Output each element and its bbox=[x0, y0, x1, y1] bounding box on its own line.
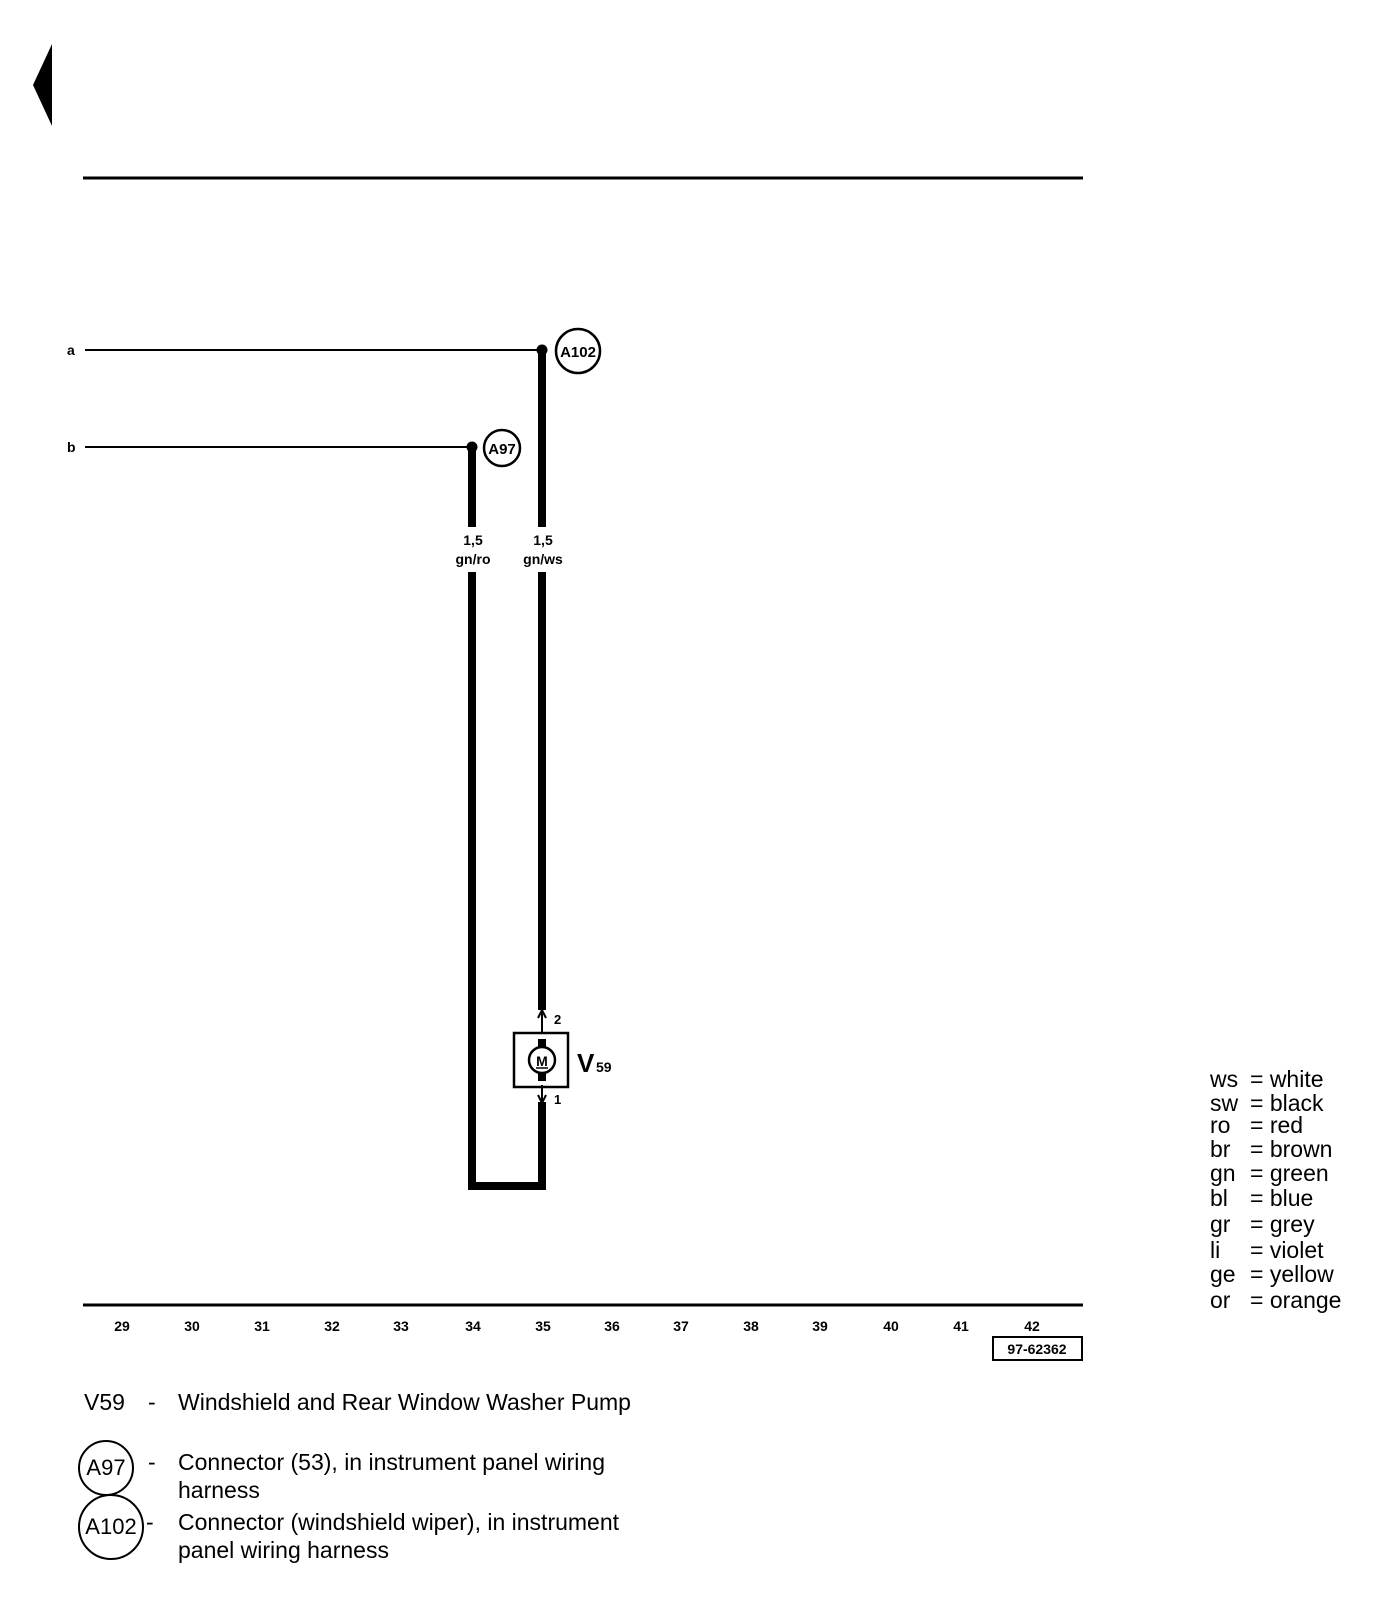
legend-code: ge bbox=[1210, 1261, 1236, 1287]
column-number: 38 bbox=[743, 1318, 759, 1334]
legend-code: br bbox=[1210, 1136, 1231, 1162]
legend-name: = orange bbox=[1250, 1287, 1342, 1313]
connector-a102-symbol bbox=[556, 329, 600, 373]
component-dash: - bbox=[146, 1509, 154, 1535]
wire-gn-ro-size: 1,5 bbox=[463, 532, 483, 548]
component-dash: - bbox=[148, 1449, 156, 1475]
legend-name: = blue bbox=[1250, 1185, 1314, 1211]
column-number: 34 bbox=[465, 1318, 481, 1334]
legend-name: = white bbox=[1250, 1066, 1324, 1092]
legend-code: gn bbox=[1210, 1160, 1236, 1186]
component-desc: Connector (53), in instrument panel wiring harness bbox=[178, 1449, 605, 1503]
column-number: 30 bbox=[184, 1318, 200, 1334]
column-number: 32 bbox=[324, 1318, 340, 1334]
pump-pin-1: 1 bbox=[554, 1092, 562, 1107]
pump-ref-sub: 59 bbox=[596, 1059, 612, 1075]
column-number: 39 bbox=[812, 1318, 828, 1334]
component-code: A102 bbox=[78, 1494, 144, 1560]
column-number: 31 bbox=[254, 1318, 270, 1334]
connector-a97-symbol bbox=[484, 430, 520, 466]
wire-b-label: b bbox=[67, 439, 76, 455]
component-desc: Windshield and Rear Window Washer Pump bbox=[178, 1389, 631, 1415]
legend-name: = green bbox=[1250, 1160, 1329, 1186]
legend-name: = grey bbox=[1250, 1211, 1315, 1237]
legend-item bbox=[1210, 1068, 1324, 1091]
legend-item bbox=[1210, 1213, 1315, 1236]
wire-gn-ws-size: 1,5 bbox=[533, 532, 553, 548]
legend-code: bl bbox=[1210, 1185, 1228, 1211]
diagram-id: 97-62362 bbox=[1007, 1341, 1067, 1357]
legend-name: = yellow bbox=[1250, 1261, 1334, 1287]
legend-code: li bbox=[1210, 1237, 1221, 1263]
back-arrow-icon[interactable] bbox=[33, 44, 52, 126]
column-number: 40 bbox=[883, 1318, 899, 1334]
wire-a-label: a bbox=[67, 342, 75, 358]
column-number: 36 bbox=[604, 1318, 620, 1334]
legend-item bbox=[1210, 1263, 1334, 1286]
column-number: 42 bbox=[1024, 1318, 1040, 1334]
legend-name: = black bbox=[1250, 1090, 1324, 1116]
legend-code: or bbox=[1210, 1287, 1231, 1313]
component-desc: Connector (windshield wiper), in instrument panel wiring harness bbox=[178, 1509, 620, 1563]
legend-item bbox=[1210, 1114, 1303, 1137]
legend-item bbox=[1210, 1138, 1332, 1161]
column-number: 41 bbox=[953, 1318, 969, 1334]
connector-a97-label: A97 bbox=[488, 441, 516, 458]
wire-gn-ws-color: gn/ws bbox=[523, 551, 563, 567]
component-code: A97 bbox=[78, 1440, 134, 1496]
legend-name: = brown bbox=[1250, 1136, 1333, 1162]
component-dash: - bbox=[148, 1389, 156, 1415]
pump-motor-symbol: M bbox=[536, 1053, 548, 1069]
pump-pin-2: 2 bbox=[554, 1012, 562, 1027]
legend-item bbox=[1210, 1187, 1313, 1210]
wire-gn-ro-color: gn/ro bbox=[455, 551, 491, 567]
column-number: 35 bbox=[535, 1318, 551, 1334]
component-code: V59 bbox=[84, 1389, 125, 1415]
legend-item bbox=[1210, 1239, 1324, 1262]
column-number: 37 bbox=[673, 1318, 689, 1334]
legend-code: ro bbox=[1210, 1112, 1231, 1138]
column-number: 29 bbox=[114, 1318, 130, 1334]
legend-code: sw bbox=[1210, 1090, 1239, 1116]
legend-name: = red bbox=[1250, 1112, 1304, 1138]
legend-item bbox=[1210, 1162, 1329, 1185]
connector-a102-label: A102 bbox=[560, 344, 596, 361]
legend-item bbox=[1210, 1289, 1341, 1312]
column-number: 33 bbox=[393, 1318, 409, 1334]
legend-code: ws bbox=[1210, 1066, 1239, 1092]
pump-ref-main: V bbox=[577, 1048, 595, 1078]
legend-code: gr bbox=[1210, 1211, 1231, 1237]
legend-name: = violet bbox=[1250, 1237, 1324, 1263]
column-numbers bbox=[114, 1318, 1040, 1334]
